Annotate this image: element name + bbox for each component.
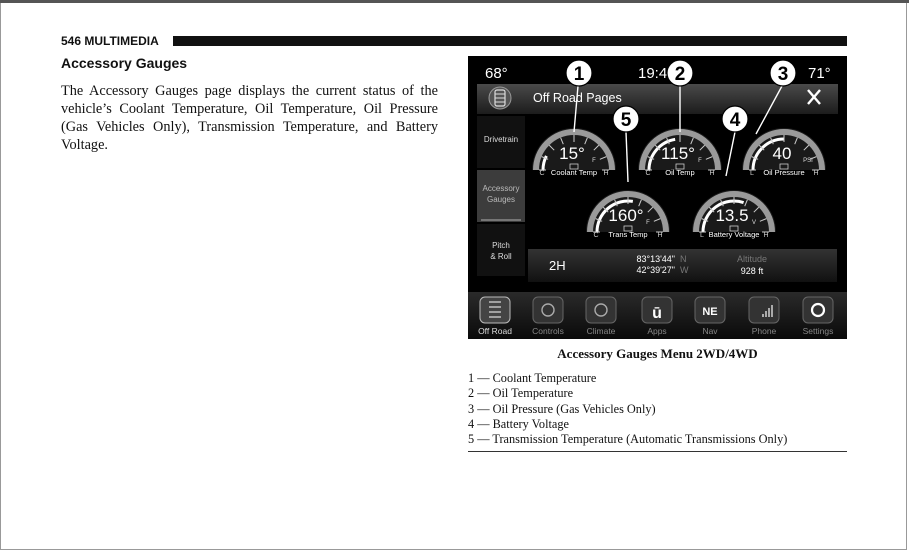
- gauge-value: 40: [772, 144, 792, 163]
- gauge-unit: F: [592, 158, 596, 164]
- clock: 19:4: [638, 65, 668, 82]
- tab-pitch-roll[interactable]: [477, 224, 525, 276]
- page-label: [61, 35, 159, 48]
- callout-5: [613, 106, 639, 132]
- longitude-dir: W: [680, 265, 689, 275]
- page-number: 546: [61, 34, 82, 48]
- nav-label: Off Road: [478, 326, 512, 336]
- callout-4-label: 4: [729, 110, 741, 131]
- screen-svg: [468, 56, 847, 339]
- tab-drivetrain-label: Drivetrain: [483, 135, 519, 144]
- outside-temp: 68°: [485, 65, 508, 82]
- gauge-low-label: L: [700, 232, 704, 239]
- gauge-low-label: C: [539, 170, 545, 177]
- gauge-coolant: [532, 128, 616, 177]
- gauges-area: [532, 128, 826, 239]
- gauge-unit: V: [751, 220, 757, 226]
- interior-temp: 71°: [808, 65, 831, 82]
- gauge-unit: PSI: [803, 158, 813, 164]
- legend-item: 3 — Oil Pressure (Gas Vehicles Only): [468, 401, 656, 416]
- nav-label: Nav: [702, 326, 718, 336]
- gauge-low-label: C: [593, 232, 599, 239]
- nav-label: Climate: [586, 326, 616, 336]
- infotainment-screen: [468, 56, 847, 339]
- controls-icon: [533, 297, 563, 323]
- gauge-unit: F: [646, 220, 650, 226]
- title-bar: [477, 84, 838, 114]
- gauge-low-label: C: [645, 170, 651, 177]
- nav-controls-button[interactable]: [532, 297, 564, 336]
- gauge-high-label: H: [709, 170, 715, 177]
- gauge-label: Oil Pressure: [763, 168, 805, 177]
- legend-item: 1 — Coolant Temperature: [468, 371, 597, 385]
- gauge-battery: [692, 190, 776, 239]
- legend-item: 4 — Battery Voltage: [468, 416, 569, 431]
- climate-icon: [586, 297, 616, 323]
- tab-accessory-label-2: Gauges: [486, 195, 516, 204]
- gauge-low-label: L: [750, 170, 754, 177]
- gauge-oil_pressure: [742, 128, 826, 177]
- nav-off-road-button[interactable]: [478, 297, 512, 336]
- phone-icon: [749, 297, 779, 323]
- gauge-value: 115°: [661, 144, 695, 163]
- gauge-high-label: H: [603, 170, 609, 177]
- figure-legend: [468, 371, 847, 447]
- section-name: MULTIMEDIA: [84, 34, 159, 48]
- gauge-unit: F: [698, 158, 702, 164]
- callout-1: [566, 60, 592, 86]
- header-rule: [173, 36, 847, 46]
- off-road-icon: [480, 297, 510, 323]
- nav-settings-button[interactable]: [803, 297, 834, 336]
- nav-label: Settings: [802, 326, 834, 336]
- longitude: 42°39'27": [636, 265, 675, 275]
- callout-5-label: 5: [620, 110, 632, 131]
- nav-label: Phone: [751, 326, 777, 336]
- callout-2-label: 2: [674, 64, 686, 85]
- gauge-label: Trans Temp: [608, 230, 648, 239]
- callout-3: [770, 60, 796, 86]
- tab-pitch-label-1: Pitch: [492, 241, 510, 250]
- altitude-value: 928 ft: [740, 266, 764, 276]
- latitude: 83°13'44": [636, 254, 675, 264]
- screen-page-title: Off Road Pages: [533, 91, 622, 105]
- gauge-label: Coolant Temp: [550, 168, 598, 177]
- gauge-value: 15°: [559, 144, 585, 163]
- gauge-high-label: H: [657, 232, 663, 239]
- callout-1-label: 1: [573, 64, 585, 85]
- gauge-trans: [586, 190, 670, 239]
- callout-3-label: 3: [777, 64, 789, 85]
- gauge-value: 13.5: [715, 206, 749, 225]
- nav-label: Controls: [532, 326, 564, 336]
- gauge-oil_temp: [638, 128, 722, 177]
- gauge-label: Oil Temp: [665, 168, 695, 177]
- body-paragraph: The Accessory Gauges page displays the current status of the vehicle’s Coolant Temperature, Oil Temperature, Oil Pressure (Gas Vehicles Only), Transmission Temperature, and Battery Voltage.: [61, 83, 438, 153]
- gauge-high-label: H: [763, 232, 769, 239]
- nav-icon-glyph: NE: [702, 306, 718, 318]
- tab-accessory-label-1: Accessory: [482, 184, 520, 193]
- callout-4: [722, 106, 748, 132]
- legend-item: 2 — Oil Temperature: [468, 386, 574, 401]
- tab-pitch-label-2: & Roll: [490, 252, 512, 261]
- nav-phone-button[interactable]: [749, 297, 779, 336]
- drive-mode: 2H: [549, 258, 566, 273]
- apps-icon-glyph: ū: [652, 305, 662, 322]
- gauge-label: Battery Voltage: [708, 230, 760, 239]
- off-road-title-icon: [489, 87, 511, 109]
- legend-rule: [468, 451, 847, 452]
- nav-label: Apps: [647, 326, 667, 336]
- altitude-label: Altitude: [736, 254, 768, 264]
- legend-item: 5 — Transmission Temperature (Automatic Transmissions Only): [468, 432, 788, 447]
- page-header: [61, 35, 847, 48]
- gauge-high-label: H: [813, 170, 819, 177]
- gauge-value: 160°: [608, 206, 644, 225]
- latitude-dir: N: [680, 254, 687, 264]
- top-edge: [0, 0, 909, 3]
- nav-climate-button[interactable]: [586, 297, 616, 336]
- section-title: Accessory Gauges: [61, 55, 188, 71]
- figure-caption: Accessory Gauges Menu 2WD/4WD: [557, 346, 758, 361]
- callout-2: [667, 60, 693, 86]
